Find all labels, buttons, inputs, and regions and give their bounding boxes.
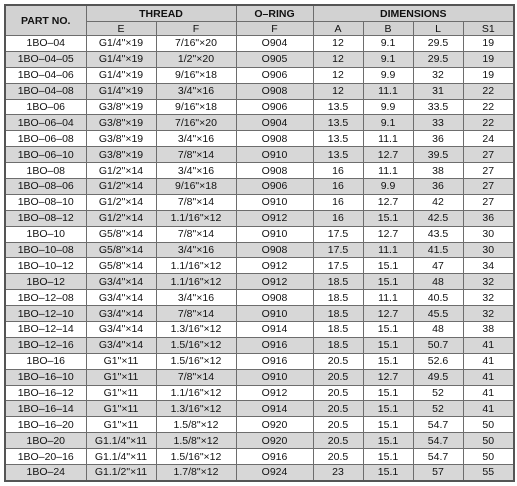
dim-s1-cell: 19 [463,36,514,52]
oring-cell: O914 [236,322,313,338]
thread-f-cell: 9/16"×18 [156,179,236,195]
thread-f-cell: 3/4"×16 [156,163,236,179]
thread-e-cell: G1"×11 [86,401,156,417]
thread-e-cell: G1"×11 [86,385,156,401]
part-no-cell: 1BO–08–06 [5,179,86,195]
thread-e-cell: G3/8"×19 [86,99,156,115]
thread-f-cell: 1.3/16"×12 [156,322,236,338]
part-no-cell: 1BO–12–16 [5,337,86,353]
thread-e-cell: G1/4"×19 [86,83,156,99]
thread-f-cell: 1.5/8"×12 [156,433,236,449]
table-row [5,401,514,417]
table-row [5,83,514,99]
thread-f-cell: 3/4"×16 [156,83,236,99]
part-no-cell: 1BO–04–08 [5,83,86,99]
thread-e-cell: G1/4"×19 [86,36,156,52]
dim-l-cell: 47 [413,258,463,274]
thread-e-cell: G5/8"×14 [86,226,156,242]
thread-e-cell: G3/4"×14 [86,274,156,290]
dim-s1-cell: 32 [463,306,514,322]
dim-s1-cell: 30 [463,226,514,242]
dim-b-cell: 15.1 [363,465,413,481]
part-no-cell: 1BO–06–10 [5,147,86,163]
dim-a-cell: 20.5 [313,433,363,449]
dim-l-cell: 38 [413,163,463,179]
thread-f-cell: 7/16"×20 [156,36,236,52]
table-row [5,306,514,322]
dim-l-cell: 29.5 [413,51,463,67]
dim-a-cell: 13.5 [313,99,363,115]
part-no-cell: 1BO–06 [5,99,86,115]
dim-a-cell: 20.5 [313,417,363,433]
table-row [5,210,514,226]
table-row [5,385,514,401]
dim-b-cell: 15.1 [363,385,413,401]
dim-a-cell: 12 [313,51,363,67]
dim-s1-cell: 32 [463,274,514,290]
part-no-cell: 1BO–12–14 [5,322,86,338]
table-row [5,353,514,369]
oring-cell: O910 [236,226,313,242]
dim-b-cell: 11.1 [363,242,413,258]
dim-l-cell: 57 [413,465,463,481]
dim-s1-cell: 34 [463,258,514,274]
dim-b-cell: 9.1 [363,115,413,131]
oring-cell: O910 [236,306,313,322]
dim-b-cell: 15.1 [363,258,413,274]
part-no-cell: 1BO–10 [5,226,86,242]
table-header [5,5,514,36]
oring-cell: O908 [236,83,313,99]
part-no-cell: 1BO–12–08 [5,290,86,306]
dim-s1-cell: 22 [463,115,514,131]
dim-b-cell: 9.1 [363,36,413,52]
table-row [5,274,514,290]
table-row [5,131,514,147]
table-row [5,242,514,258]
table-row [5,115,514,131]
thread-f-cell: 1.5/16"×12 [156,449,236,465]
dim-l-cell: 50.7 [413,337,463,353]
dim-a-cell: 16 [313,179,363,195]
oring-cell: O906 [236,67,313,83]
dim-a-cell: 20.5 [313,449,363,465]
thread-e-cell: G3/8"×19 [86,147,156,163]
dim-a-cell: 12 [313,67,363,83]
part-no-cell: 1BO–16–12 [5,385,86,401]
dim-s1-cell: 50 [463,433,514,449]
dim-b-cell: 15.1 [363,210,413,226]
dim-l-cell: 33.5 [413,99,463,115]
dim-l-cell: 33 [413,115,463,131]
part-no-cell: 1BO–04–05 [5,51,86,67]
dim-b-cell: 12.7 [363,194,413,210]
thread-f-cell: 1.5/8"×12 [156,417,236,433]
part-no-cell: 1BO–16 [5,353,86,369]
thread-e-cell: G1/2"×14 [86,163,156,179]
table-row [5,226,514,242]
dim-a-cell: 12 [313,36,363,52]
dim-l-cell: 36 [413,179,463,195]
thread-f-cell: 9/16"×18 [156,99,236,115]
part-no-cell: 1BO–08 [5,163,86,179]
dim-l-cell: 52 [413,401,463,417]
header-dimensions: DIMENSIONS [313,5,514,22]
table-row [5,99,514,115]
table-row [5,465,514,481]
dim-s1-cell: 24 [463,131,514,147]
dim-a-cell: 12 [313,83,363,99]
thread-f-cell: 1.1/16"×12 [156,385,236,401]
part-no-cell: 1BO–12–10 [5,306,86,322]
thread-f-cell: 7/16"×20 [156,115,236,131]
dim-b-cell: 9.9 [363,67,413,83]
table-row [5,337,514,353]
dim-s1-cell: 36 [463,210,514,226]
dim-l-cell: 43.5 [413,226,463,242]
oring-cell: O916 [236,353,313,369]
dim-l-cell: 54.7 [413,449,463,465]
thread-e-cell: G1.1/2"×11 [86,465,156,481]
table-row [5,417,514,433]
dim-s1-cell: 41 [463,353,514,369]
table-row [5,147,514,163]
dim-l-cell: 54.7 [413,433,463,449]
thread-e-cell: G3/4"×14 [86,337,156,353]
dim-s1-cell: 30 [463,242,514,258]
dim-s1-cell: 27 [463,147,514,163]
subheader-s1: S1 [463,22,514,36]
part-no-cell: 1BO–04–06 [5,67,86,83]
dim-b-cell: 15.1 [363,449,413,465]
dim-a-cell: 16 [313,194,363,210]
thread-f-cell: 3/4"×16 [156,290,236,306]
subheader-f: F [156,22,236,36]
dim-a-cell: 17.5 [313,258,363,274]
dim-s1-cell: 41 [463,369,514,385]
part-no-cell: 1BO–08–12 [5,210,86,226]
dim-b-cell: 15.1 [363,337,413,353]
thread-e-cell: G3/4"×14 [86,306,156,322]
subheader-l: L [413,22,463,36]
dim-l-cell: 40.5 [413,290,463,306]
dim-l-cell: 48 [413,274,463,290]
part-no-cell: 1BO–20–16 [5,449,86,465]
thread-f-cell: 9/16"×18 [156,67,236,83]
dim-s1-cell: 41 [463,385,514,401]
dim-s1-cell: 38 [463,322,514,338]
dim-b-cell: 9.1 [363,51,413,67]
dim-b-cell: 15.1 [363,433,413,449]
dim-b-cell: 11.1 [363,131,413,147]
part-no-cell: 1BO–16–20 [5,417,86,433]
table-body [5,36,514,481]
header-part-no: PART NO. [5,5,86,36]
oring-cell: O916 [236,449,313,465]
table-row [5,163,514,179]
table-row [5,258,514,274]
oring-cell: O908 [236,290,313,306]
thread-e-cell: G1"×11 [86,369,156,385]
dim-b-cell: 9.9 [363,99,413,115]
subheader-a: A [313,22,363,36]
table-row [5,433,514,449]
oring-cell: O910 [236,194,313,210]
dim-b-cell: 15.1 [363,322,413,338]
subheader-b: B [363,22,413,36]
dim-s1-cell: 50 [463,449,514,465]
dim-l-cell: 29.5 [413,36,463,52]
part-no-cell: 1BO–16–14 [5,401,86,417]
part-no-cell: 1BO–10–08 [5,242,86,258]
parts-spec-table [4,4,515,482]
dim-s1-cell: 22 [463,99,514,115]
dim-l-cell: 42.5 [413,210,463,226]
thread-f-cell: 3/4"×16 [156,242,236,258]
dim-a-cell: 18.5 [313,306,363,322]
dim-l-cell: 52.6 [413,353,463,369]
oring-cell: O906 [236,99,313,115]
dim-b-cell: 12.7 [363,369,413,385]
dim-s1-cell: 27 [463,194,514,210]
oring-cell: O912 [236,385,313,401]
dim-l-cell: 54.7 [413,417,463,433]
part-no-cell: 1BO–06–04 [5,115,86,131]
dim-s1-cell: 41 [463,401,514,417]
table-row [5,179,514,195]
dim-b-cell: 12.7 [363,147,413,163]
oring-cell: O905 [236,51,313,67]
thread-f-cell: 1.1/16"×12 [156,274,236,290]
part-no-cell: 1BO–06–08 [5,131,86,147]
thread-e-cell: G1"×11 [86,353,156,369]
thread-f-cell: 3/4"×16 [156,131,236,147]
thread-f-cell: 7/8"×14 [156,147,236,163]
dim-s1-cell: 27 [463,179,514,195]
parts-table-container [4,4,513,482]
thread-f-cell: 7/8"×14 [156,194,236,210]
part-no-cell: 1BO–12 [5,274,86,290]
header-oring: O–RING [236,5,313,22]
table-row [5,290,514,306]
thread-e-cell: G1.1/4"×11 [86,433,156,449]
oring-cell: O912 [236,258,313,274]
oring-cell: O904 [236,115,313,131]
dim-a-cell: 16 [313,210,363,226]
oring-cell: O908 [236,242,313,258]
thread-e-cell: G3/4"×14 [86,290,156,306]
oring-cell: O906 [236,179,313,195]
dim-s1-cell: 19 [463,51,514,67]
thread-f-cell: 1.3/16"×12 [156,401,236,417]
oring-cell: O908 [236,131,313,147]
dim-b-cell: 11.1 [363,83,413,99]
oring-cell: O920 [236,433,313,449]
dim-l-cell: 42 [413,194,463,210]
subheader-oring-f: F [236,22,313,36]
dim-a-cell: 18.5 [313,290,363,306]
dim-a-cell: 20.5 [313,401,363,417]
dim-l-cell: 49.5 [413,369,463,385]
dim-l-cell: 48 [413,322,463,338]
dim-b-cell: 15.1 [363,353,413,369]
oring-cell: O916 [236,337,313,353]
thread-e-cell: G1/2"×14 [86,210,156,226]
table-row [5,194,514,210]
oring-cell: O914 [236,401,313,417]
dim-s1-cell: 32 [463,290,514,306]
thread-e-cell: G1.1/4"×11 [86,449,156,465]
dim-b-cell: 15.1 [363,401,413,417]
dim-b-cell: 12.7 [363,306,413,322]
oring-cell: O920 [236,417,313,433]
oring-cell: O904 [236,36,313,52]
dim-s1-cell: 55 [463,465,514,481]
dim-a-cell: 13.5 [313,147,363,163]
part-no-cell: 1BO–10–12 [5,258,86,274]
dim-s1-cell: 50 [463,417,514,433]
part-no-cell: 1BO–16–10 [5,369,86,385]
dim-s1-cell: 27 [463,163,514,179]
thread-f-cell: 1.5/16"×12 [156,337,236,353]
oring-cell: O910 [236,369,313,385]
dim-b-cell: 11.1 [363,163,413,179]
dim-a-cell: 18.5 [313,322,363,338]
thread-f-cell: 7/8"×14 [156,226,236,242]
dim-a-cell: 20.5 [313,353,363,369]
dim-a-cell: 23 [313,465,363,481]
header-thread: THREAD [86,5,236,22]
dim-a-cell: 20.5 [313,369,363,385]
thread-e-cell: G3/4"×14 [86,322,156,338]
thread-e-cell: G1/4"×19 [86,51,156,67]
dim-b-cell: 15.1 [363,274,413,290]
part-no-cell: 1BO–04 [5,36,86,52]
dim-b-cell: 15.1 [363,417,413,433]
thread-f-cell: 1.1/16"×12 [156,210,236,226]
table-row [5,36,514,52]
dim-b-cell: 11.1 [363,290,413,306]
thread-e-cell: G3/8"×19 [86,115,156,131]
dim-l-cell: 52 [413,385,463,401]
thread-e-cell: G1"×11 [86,417,156,433]
dim-a-cell: 16 [313,163,363,179]
dim-l-cell: 31 [413,83,463,99]
dim-a-cell: 17.5 [313,242,363,258]
thread-e-cell: G1/2"×14 [86,179,156,195]
oring-cell: O910 [236,147,313,163]
thread-f-cell: 1.1/16"×12 [156,258,236,274]
dim-a-cell: 13.5 [313,115,363,131]
thread-e-cell: G5/8"×14 [86,242,156,258]
thread-e-cell: G3/8"×19 [86,131,156,147]
thread-f-cell: 7/8"×14 [156,369,236,385]
thread-e-cell: G1/4"×19 [86,67,156,83]
thread-e-cell: G1/2"×14 [86,194,156,210]
dim-a-cell: 18.5 [313,274,363,290]
dim-a-cell: 20.5 [313,385,363,401]
dim-l-cell: 45.5 [413,306,463,322]
oring-cell: O912 [236,210,313,226]
table-row [5,369,514,385]
thread-f-cell: 1.7/8"×12 [156,465,236,481]
part-no-cell: 1BO–24 [5,465,86,481]
table-row [5,449,514,465]
dim-a-cell: 17.5 [313,226,363,242]
dim-s1-cell: 41 [463,337,514,353]
oring-cell: O924 [236,465,313,481]
dim-b-cell: 12.7 [363,226,413,242]
dim-l-cell: 36 [413,131,463,147]
table-row [5,51,514,67]
oring-cell: O912 [236,274,313,290]
dim-a-cell: 18.5 [313,337,363,353]
thread-f-cell: 7/8"×14 [156,306,236,322]
dim-s1-cell: 19 [463,67,514,83]
dim-s1-cell: 22 [463,83,514,99]
dim-l-cell: 39.5 [413,147,463,163]
table-row [5,322,514,338]
dim-l-cell: 41.5 [413,242,463,258]
table-row [5,67,514,83]
part-no-cell: 1BO–20 [5,433,86,449]
dim-l-cell: 32 [413,67,463,83]
thread-f-cell: 1/2"×20 [156,51,236,67]
thread-e-cell: G5/8"×14 [86,258,156,274]
part-no-cell: 1BO–08–10 [5,194,86,210]
thread-f-cell: 1.5/16"×12 [156,353,236,369]
dim-b-cell: 9.9 [363,179,413,195]
dim-a-cell: 13.5 [313,131,363,147]
subheader-e: E [86,22,156,36]
oring-cell: O908 [236,163,313,179]
